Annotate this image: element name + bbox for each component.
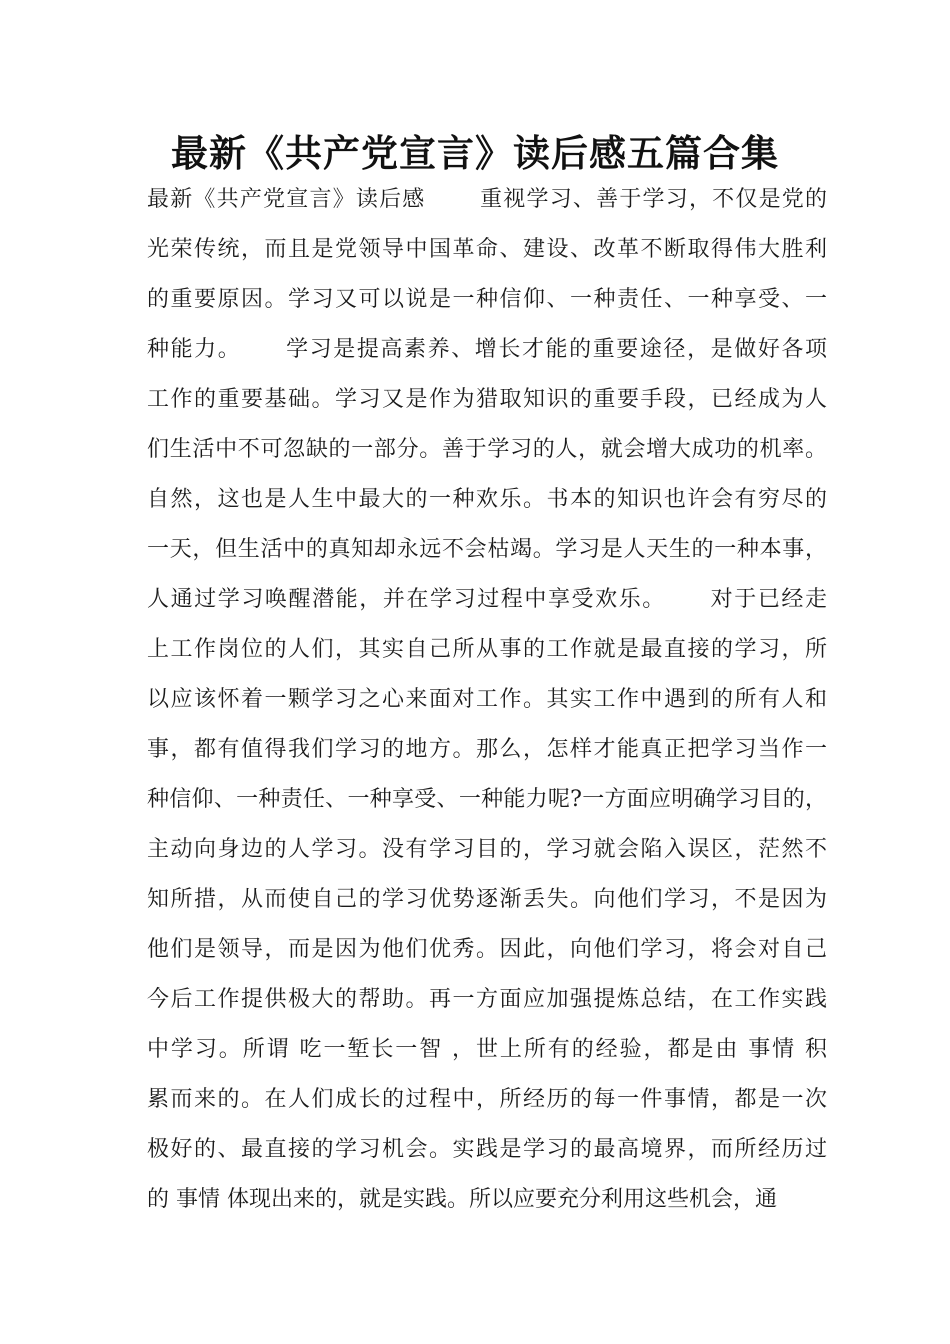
text-line: 极好的、最直接的学习机会。实践是学习的最高境界，而所经历过 bbox=[147, 1137, 827, 1162]
text-line: 累而来的。在人们成长的过程中，所经历的每一件事情，都是一次 bbox=[147, 1087, 827, 1112]
text-line: 最新《共产党宣言》读后感 重视学习、善于学习，不仅是党的 bbox=[147, 187, 827, 212]
text-line: 今后工作提供极大的帮助。再一方面应加强提炼总结，在工作实践 bbox=[147, 987, 827, 1012]
text-line: 种信仰、一种责任、一种享受、一种能力呢?一方面应明确学习目的， bbox=[147, 787, 827, 812]
text-line: 主动向身边的人学习。没有学习目的，学习就会陷入误区，茫然不 bbox=[147, 837, 827, 862]
text-line: 以应该怀着一颗学习之心来面对工作。其实工作中遇到的所有人和 bbox=[147, 687, 827, 712]
text-line: 们生活中不可忽缺的一部分。善于学习的人，就会增大成功的机率。 bbox=[147, 437, 827, 462]
text-line: 上工作岗位的人们，其实自己所从事的工作就是最直接的学习，所 bbox=[147, 637, 827, 662]
text-line: 人通过学习唤醒潜能，并在学习过程中享受欢乐。 对于已经走 bbox=[147, 587, 827, 612]
document-title: 最新《共产党宣言》读后感五篇合集 bbox=[171, 132, 779, 175]
document-body bbox=[147, 172, 827, 1222]
text-line: 的重要原因。学习又可以说是一种信仰、一种责任、一种享受、一 bbox=[147, 287, 827, 312]
text-line: 光荣传统，而且是党领导中国革命、建设、改革不断取得伟大胜利 bbox=[147, 237, 827, 262]
text-line: 种能力。 学习是提高素养、增长才能的重要途径，是做好各项 bbox=[147, 337, 827, 362]
text-line: 的 事情 体现出来的，就是实践。所以应要充分利用这些机会，通 bbox=[147, 1187, 777, 1212]
text-line: 知所措，从而使自己的学习优势逐渐丢失。向他们学习，不是因为 bbox=[147, 887, 827, 912]
text-line: 工作的重要基础。学习又是作为猎取知识的重要手段，已经成为人 bbox=[147, 387, 827, 412]
text-line: 中学习。所谓 吃一堑长一智 ，世上所有的经验，都是由 事情 积 bbox=[147, 1037, 827, 1062]
text-line: 他们是领导，而是因为他们优秀。因此，向他们学习，将会对自己 bbox=[147, 937, 827, 962]
text-line: 自然，这也是人生中最大的一种欢乐。书本的知识也许会有穷尽的 bbox=[147, 487, 827, 512]
text-line: 事，都有值得我们学习的地方。那么，怎样才能真正把学习当作一 bbox=[147, 737, 827, 762]
text-line: 一天，但生活中的真知却永远不会枯竭。学习是人天生的一种本事， bbox=[147, 537, 827, 562]
